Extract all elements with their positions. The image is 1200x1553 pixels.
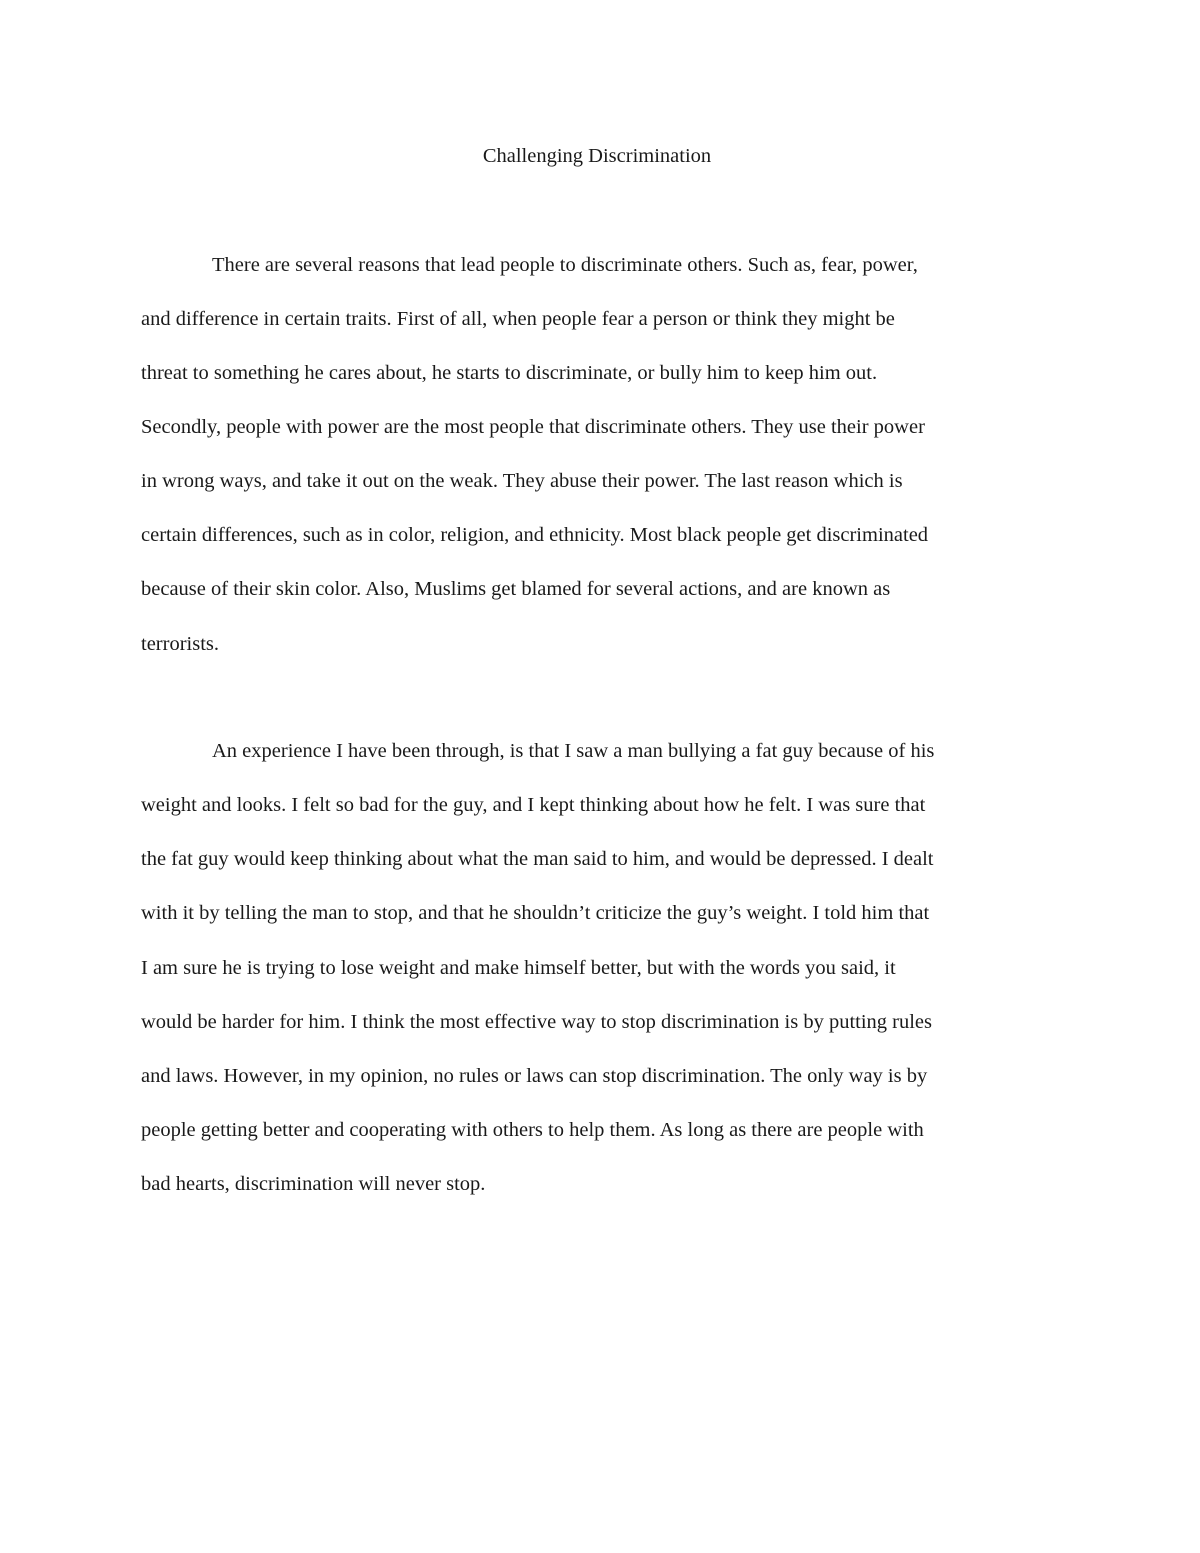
paragraph-line: would be harder for him. I think the most effective way to stop discrimination is by putting rules [141,1011,933,1033]
paragraph-line: threat to something he cares about, he starts to discriminate, or bully him to keep him out. [141,362,878,384]
paragraph-line: people getting better and cooperating with others to help them. As long as there are people with [141,1119,924,1141]
paragraph-line: An experience I have been through, is that I saw a man bullying a fat guy because of his [212,740,935,762]
paragraph-line: because of their skin color. Also, Muslims get blamed for several actions, and are known as [141,578,891,600]
paragraph-line: in wrong ways, and take it out on the weak. They abuse their power. The last reason which is [141,470,903,492]
paragraph-line: Secondly, people with power are the most people that discriminate others. They use their power [141,416,925,438]
paragraph-line: There are several reasons that lead people to discriminate others. Such as, fear, power, [212,254,918,276]
paragraph-line: terrorists. [141,633,219,655]
paragraph-line: with it by telling the man to stop, and that he shouldn’t criticize the guy’s weight. I told him that [141,902,930,924]
paragraph-line: certain differences, such as in color, religion, and ethnicity. Most black people get discriminated [141,524,929,546]
paragraph-line: the fat guy would keep thinking about what the man said to him, and would be depressed. I dealt [141,848,934,870]
paragraph-line: bad hearts, discrimination will never stop. [141,1173,486,1195]
paragraph-line: and laws. However, in my opinion, no rules or laws can stop discrimination. The only way is by [141,1065,928,1087]
document-title: Challenging Discrimination [482,145,712,167]
paragraph-line: and difference in certain traits. First of all, when people fear a person or think they might be [141,308,895,330]
paragraph-line: I am sure he is trying to lose weight and make himself better, but with the words you said, it [141,957,896,979]
paragraph-line: weight and looks. I felt so bad for the guy, and I kept thinking about how he felt. I was sure that [141,794,926,816]
